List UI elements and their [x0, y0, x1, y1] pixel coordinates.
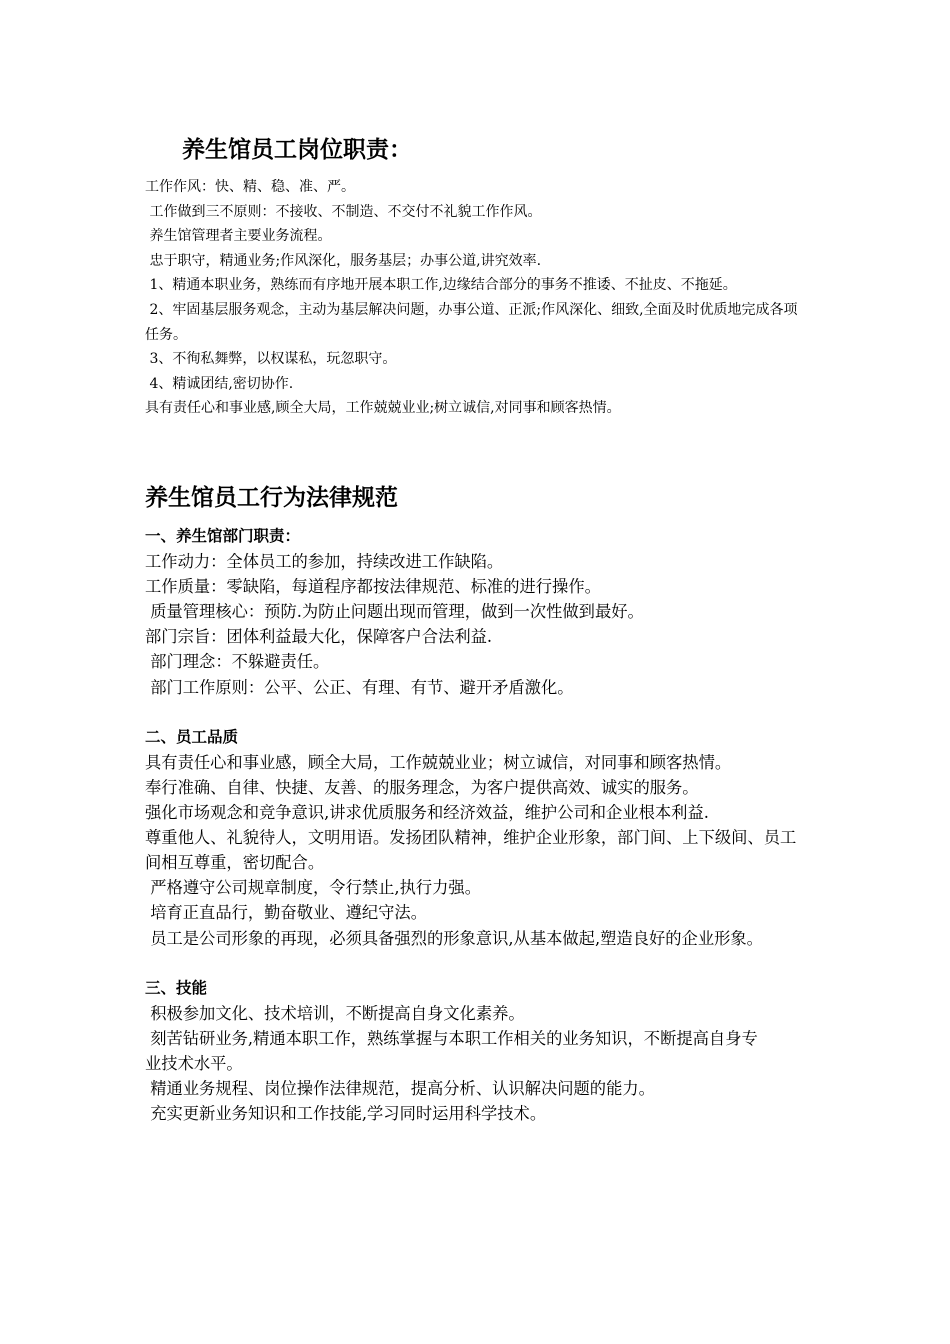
paragraph: 部门工作原则：公平、公正、有理、有节、避开矛盾激化。 — [145, 677, 574, 697]
paragraph: 工作动力：全体员工的参加，持续改进工作缺陷。 — [145, 552, 504, 572]
section-heading-department-duties: 一、养生馆部门职责： — [145, 527, 301, 545]
paragraph: 忠于职守，精通业务;作风深化，服务基层；办事公道,讲究效率. — [145, 252, 542, 269]
paragraph: 精通业务规程、岗位操作法律规范，提高分析、认识解决问题的能力。 — [145, 1079, 655, 1099]
paragraph: 2、牢固基层服务观念，主动为基层解决问题，办事公道、正派;作风深化、细致,全面及时优质地完成各项任务。 — [145, 301, 798, 343]
paragraph: 4、精诚团结,密切协作. — [145, 375, 294, 392]
paragraph: 养生馆管理者主要业务流程。 — [145, 228, 332, 245]
paragraph: 质量管理核心：预防.为防止问题出现而管理，做到一次性做到最好。 — [145, 602, 644, 622]
paragraph: 严格遵守公司规章制度，令行禁止,执行力强。 — [145, 878, 481, 898]
paragraph: 工作做到三不原则：不接收、不制造、不交付不礼貌工作作风。 — [145, 203, 542, 220]
paragraph: 培育正直品行，勤奋敬业、遵纪守法。 — [145, 903, 427, 923]
paragraph: 1、精通本职业务，熟练而有序地开展本职工作,边缘结合部分的事务不推诿、不扯皮、不拖延。 — [145, 277, 737, 294]
paragraph: 强化市场观念和竞争意识,讲求优质服务和经济效益，维护公司和企业根本利益. — [145, 803, 709, 823]
paragraph: 部门理念：不躲避责任。 — [145, 652, 330, 672]
section-heading-skills: 三、技能 — [145, 978, 208, 997]
doc-title-conduct-norms: 养生馆员工行为法律规范 — [145, 485, 398, 511]
paragraph: 部门宗旨：团体利益最大化，保障客户合法利益. — [145, 627, 493, 647]
spacer — [145, 951, 810, 976]
paragraph: 刻苦钻研业务,精通本职工作，熟练掌握与本职工作相关的业务知识，不断提高自身专 — [145, 1028, 758, 1048]
paragraph: 奉行准确、自律、快捷、友善、的服务理念，为客户提供高效、诚实的服务。 — [145, 777, 699, 797]
paragraph: 工作作风：快、精、稳、准、严。 — [145, 179, 355, 195]
paragraph: 具有责任心和事业感,顾全大局，工作兢兢业业;树立诚信,对同事和顾客热情。 — [145, 400, 621, 417]
section-heading-employee-quality: 二、员工品质 — [145, 727, 239, 746]
paragraph: 尊重他人、礼貌待人，文明用语。发扬团队精神，维护企业形象，部门间、上下级间、员工间相互尊重，密切配合。 — [145, 828, 797, 873]
spacer — [145, 700, 810, 725]
paragraph: 充实更新业务知识和工作技能,学习同时运用科学技术。 — [145, 1104, 547, 1124]
paragraph: 员工是公司形象的再现，必须具备强烈的形象意识,从基本做起,塑造良好的企业形象。 — [145, 928, 763, 948]
paragraph: 业技术水平。 — [145, 1053, 243, 1073]
conduct-norms-section — [145, 524, 810, 1126]
doc-title-job-duties: 养生馆员工岗位职责： — [182, 137, 412, 163]
paragraph: 3、不徇私舞弊，以权谋私，玩忽职守。 — [145, 351, 397, 368]
paragraph: 工作质量：零缺陷，每道程序都按法律规范、标准的进行操作。 — [145, 577, 601, 597]
paragraph: 具有责任心和事业感，顾全大局，工作兢兢业业；树立诚信，对同事和顾客热情。 — [145, 752, 732, 772]
job-duties-section — [145, 175, 810, 421]
paragraph: 积极参加文化、技术培训，不断提高自身文化素养。 — [145, 1003, 525, 1023]
